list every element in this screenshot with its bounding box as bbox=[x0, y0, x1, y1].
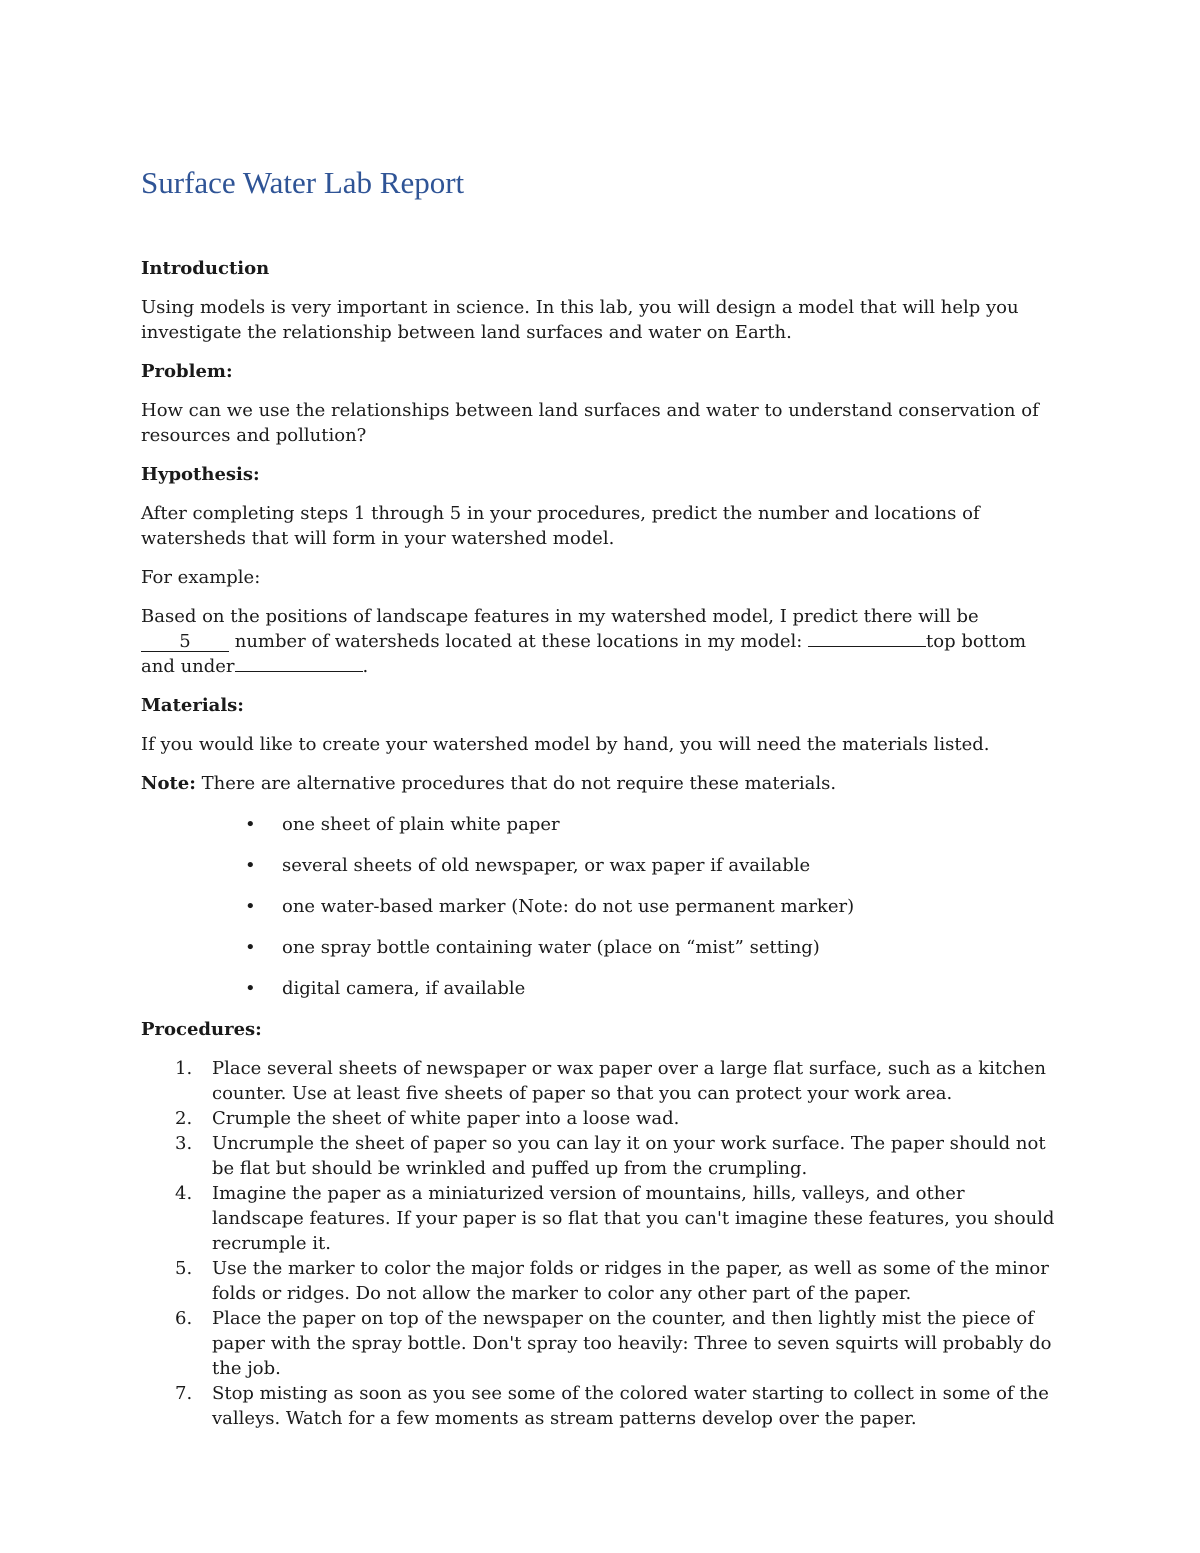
step-number: 5. bbox=[175, 1258, 193, 1279]
materials-note bbox=[141, 771, 1061, 796]
step-number: 2. bbox=[175, 1108, 193, 1129]
procedures-heading: Procedures: bbox=[141, 1019, 262, 1040]
step-text: Use the marker to color the major folds or ridges in the paper, as well as some of the minor folds or ridges. Do not allow the marker to color any other part of the paper. bbox=[212, 1258, 1049, 1304]
prediction-part2: number of watersheds located at these locations in my model: bbox=[229, 631, 809, 652]
procedure-step bbox=[141, 1056, 1061, 1106]
list-item bbox=[141, 894, 1061, 919]
prediction-locations-blank bbox=[808, 646, 926, 647]
note-text: There are alternative procedures that do not require these materials. bbox=[195, 773, 837, 794]
list-item-text: one spray bottle containing water (place on “mist” setting) bbox=[282, 937, 820, 958]
bullet-icon: • bbox=[245, 855, 256, 876]
procedure-step bbox=[141, 1256, 1061, 1306]
hypothesis-prediction bbox=[141, 604, 1061, 679]
document-body bbox=[141, 256, 1061, 1431]
list-item-text: digital camera, if available bbox=[282, 978, 526, 999]
prediction-trailing-blank bbox=[235, 671, 363, 672]
list-item bbox=[141, 812, 1061, 837]
materials-heading: Materials: bbox=[141, 695, 244, 716]
note-label: Note: bbox=[141, 773, 196, 794]
prediction-locations: top bottom and under bbox=[141, 631, 1027, 677]
introduction-text: Using models is very important in science. In this lab, you will design a model that will help you investigate the relationship between land surfaces and water on Earth. bbox=[141, 297, 1019, 343]
list-item bbox=[141, 853, 1061, 878]
step-number: 4. bbox=[175, 1183, 193, 1204]
prediction-part1: Based on the positions of landscape features in my watershed model, I predict there will be bbox=[141, 606, 979, 627]
list-item bbox=[141, 976, 1061, 1001]
problem-heading: Problem: bbox=[141, 361, 233, 382]
prediction-end: . bbox=[362, 656, 369, 677]
step-number: 6. bbox=[175, 1308, 193, 1329]
step-text: Place several sheets of newspaper or wax paper over a large flat surface, such as a kitchen counter. Use at least five sheets of paper so that you can protect your work area. bbox=[212, 1058, 1047, 1104]
bullet-icon: • bbox=[245, 978, 256, 999]
procedure-step bbox=[141, 1381, 1061, 1431]
procedures-list bbox=[141, 1056, 1061, 1431]
step-text: Uncrumple the sheet of paper so you can lay it on your work surface. The paper should not be flat but should be wrinkled and puffed up from the crumpling. bbox=[212, 1133, 1046, 1179]
procedure-step bbox=[141, 1306, 1061, 1381]
bullet-icon: • bbox=[245, 937, 256, 958]
bullet-icon: • bbox=[245, 814, 256, 835]
step-text: Place the paper on top of the newspaper on the counter, and then lightly mist the piece of paper with the spray bottle. Don't spray too heavily: Three to seven squirts will probably do the job. bbox=[212, 1308, 1052, 1379]
prediction-number-blank: 5 bbox=[141, 633, 229, 652]
list-item bbox=[141, 935, 1061, 960]
procedure-step bbox=[141, 1106, 1061, 1131]
step-text: Imagine the paper as a miniaturized version of mountains, hills, valleys, and other landscape features. If your paper is so flat that you can't imagine these features, you should recrumple it. bbox=[212, 1183, 1055, 1254]
materials-text: If you would like to create your watershed model by hand, you will need the materials listed. bbox=[141, 734, 990, 755]
list-item-text: one sheet of plain white paper bbox=[282, 814, 560, 835]
hypothesis-heading: Hypothesis: bbox=[141, 464, 260, 485]
step-number: 7. bbox=[175, 1383, 193, 1404]
step-number: 1. bbox=[175, 1058, 193, 1079]
step-number: 3. bbox=[175, 1133, 193, 1154]
procedure-step bbox=[141, 1131, 1061, 1181]
problem-text: How can we use the relationships between land surfaces and water to understand conservation of resources and pollution? bbox=[141, 400, 1039, 446]
introduction-heading: Introduction bbox=[141, 258, 270, 279]
step-text: Stop misting as soon as you see some of the colored water starting to collect in some of the valleys. Watch for a few moments as stream patterns develop over the paper. bbox=[212, 1383, 1049, 1429]
procedure-step bbox=[141, 1181, 1061, 1256]
bullet-icon: • bbox=[245, 896, 256, 917]
materials-list bbox=[141, 812, 1061, 1001]
hypothesis-text: After completing steps 1 through 5 in your procedures, predict the number and locations of watersheds that will form in your watershed model. bbox=[141, 503, 980, 549]
step-text: Crumple the sheet of white paper into a loose wad. bbox=[212, 1108, 680, 1129]
example-label: For example: bbox=[141, 567, 261, 588]
page-title: Surface Water Lab Report bbox=[141, 165, 465, 200]
list-item-text: several sheets of old newspaper, or wax paper if available bbox=[282, 855, 811, 876]
list-item-text: one water-based marker (Note: do not use permanent marker) bbox=[282, 896, 855, 917]
